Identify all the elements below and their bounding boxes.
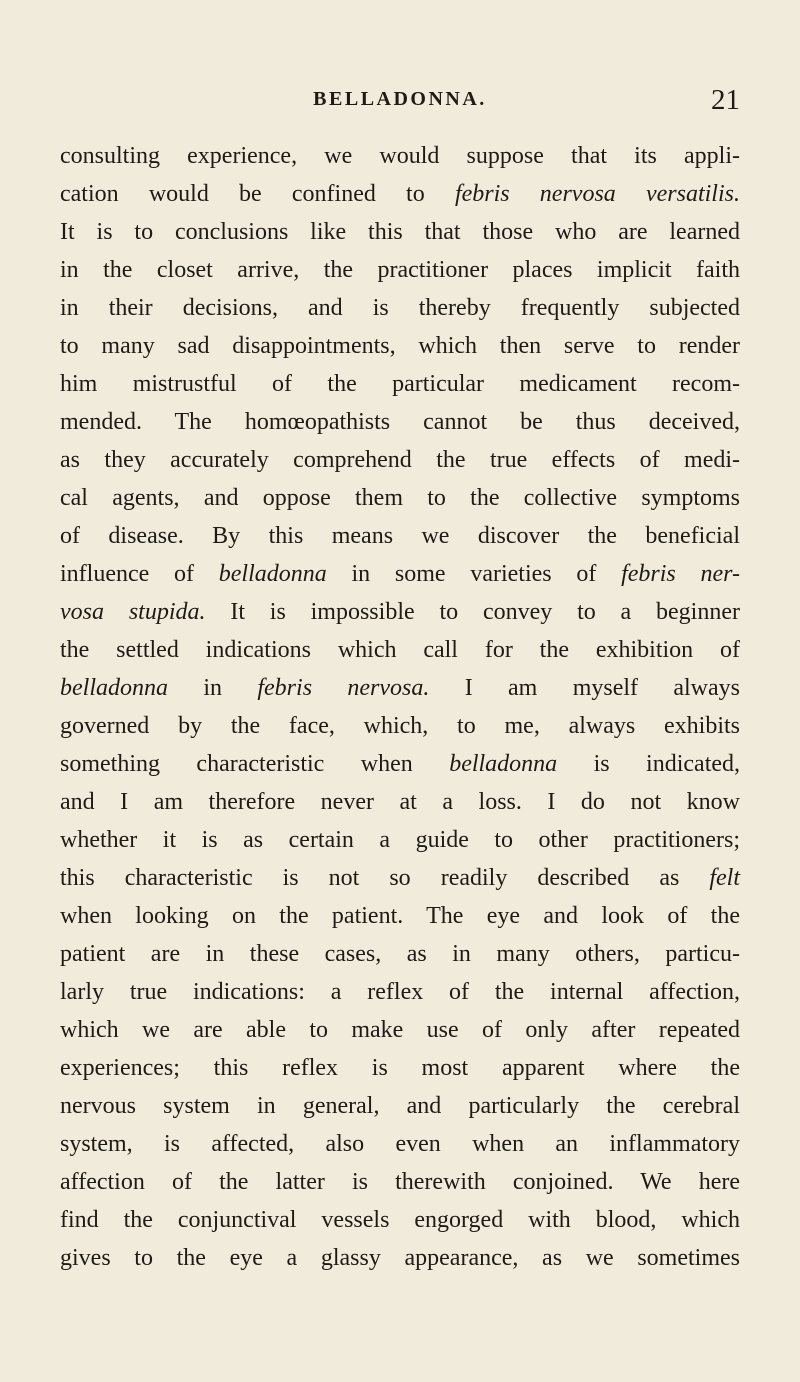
text-line [60, 137, 740, 175]
text-segment: to many sad disappointments, which then serve to render [60, 333, 740, 359]
text-line [60, 289, 740, 327]
text-line [60, 517, 740, 555]
text-line [60, 669, 740, 707]
text-segment: something characteristic when [60, 751, 450, 777]
page-number: 21 [711, 84, 740, 116]
text-segment: this characteristic is not so readily described as [60, 865, 710, 891]
text-line [60, 251, 740, 289]
italic-text: vosa stupida. [60, 599, 206, 625]
page-header [60, 84, 740, 124]
text-segment: influence of [60, 561, 219, 587]
text-line [60, 365, 740, 403]
italic-text: felt [709, 865, 740, 891]
text-line [60, 327, 740, 365]
text-segment: patient are in these cases, as in many others, particu- [60, 941, 740, 967]
text-segment: as they accurately comprehend the true effects of medi- [60, 447, 740, 473]
text-line [60, 555, 740, 593]
text-line [60, 935, 740, 973]
text-segment: cation would be confined to [60, 181, 455, 207]
italic-text: belladonna [60, 675, 168, 701]
text-segment: gives to the eye a glassy appearance, as we sometimes [60, 1245, 740, 1271]
text-line [60, 593, 740, 631]
text-line [60, 1087, 740, 1125]
text-line [60, 1011, 740, 1049]
body-text [60, 137, 740, 1277]
text-line [60, 479, 740, 517]
italic-text: febris ner- [621, 561, 741, 587]
text-line [60, 897, 740, 935]
text-line [60, 859, 740, 897]
text-line [60, 783, 740, 821]
text-line [60, 1239, 740, 1277]
text-segment: I am myself always [429, 675, 741, 701]
text-segment: which we are able to make use of only after repeated [60, 1017, 740, 1043]
text-segment: whether it is as certain a guide to other practitioners; [60, 827, 740, 853]
text-line [60, 441, 740, 479]
text-segment: in some varieties of [326, 561, 622, 587]
running-title: BELLADONNA. [313, 88, 487, 110]
text-segment: mended. The homœopathists cannot be thus deceived, [60, 409, 740, 435]
text-segment: experiences; this reflex is most apparent where the [60, 1055, 740, 1081]
text-line [60, 213, 740, 251]
text-line [60, 707, 740, 745]
text-segment: the settled indications which call for the exhibition of [60, 637, 740, 663]
text-line [60, 1049, 740, 1087]
text-segment: governed by the face, which, to me, always exhibits [60, 713, 740, 739]
text-segment: is indicated, [557, 751, 741, 777]
text-segment: in the closet arrive, the practitioner places implicit faith [60, 257, 740, 283]
text-line [60, 631, 740, 669]
text-segment: and I am therefore never at a loss. I do not know [60, 789, 740, 815]
text-segment: find the conjunctival vessels engorged with blood, which [60, 1207, 740, 1233]
text-segment: in [168, 675, 258, 701]
italic-text: febris nervosa. [257, 675, 430, 701]
text-segment: affection of the latter is therewith conjoined. We here [60, 1169, 740, 1195]
text-segment: him mistrustful of the particular medicament recom- [60, 371, 740, 397]
text-line [60, 1125, 740, 1163]
text-segment: larly true indications: a reflex of the internal affection, [60, 979, 740, 1005]
text-segment: when looking on the patient. The eye and look of the [60, 903, 740, 929]
text-segment: It is impossible to convey to a beginner [205, 599, 740, 625]
text-line [60, 175, 740, 213]
text-segment: of disease. By this means we discover the beneficial [60, 523, 740, 549]
text-segment: cal agents, and oppose them to the collective symptoms [60, 485, 740, 511]
text-line [60, 1201, 740, 1239]
text-line [60, 403, 740, 441]
text-segment: system, is affected, also even when an inflammatory [60, 1131, 740, 1157]
text-segment: consulting experience, we would suppose that its appli- [60, 143, 740, 169]
text-line [60, 1163, 740, 1201]
italic-text: belladonna [449, 751, 558, 777]
text-line [60, 973, 740, 1011]
text-segment: nervous system in general, and particularly the cerebral [60, 1093, 740, 1119]
text-line [60, 745, 740, 783]
text-segment: in their decisions, and is thereby frequently subjected [60, 295, 740, 321]
italic-text: belladonna [218, 561, 327, 587]
italic-text: febris nervosa versatilis. [454, 181, 740, 207]
text-line [60, 821, 740, 859]
text-segment: It is to conclusions like this that those who are learned [60, 219, 740, 245]
